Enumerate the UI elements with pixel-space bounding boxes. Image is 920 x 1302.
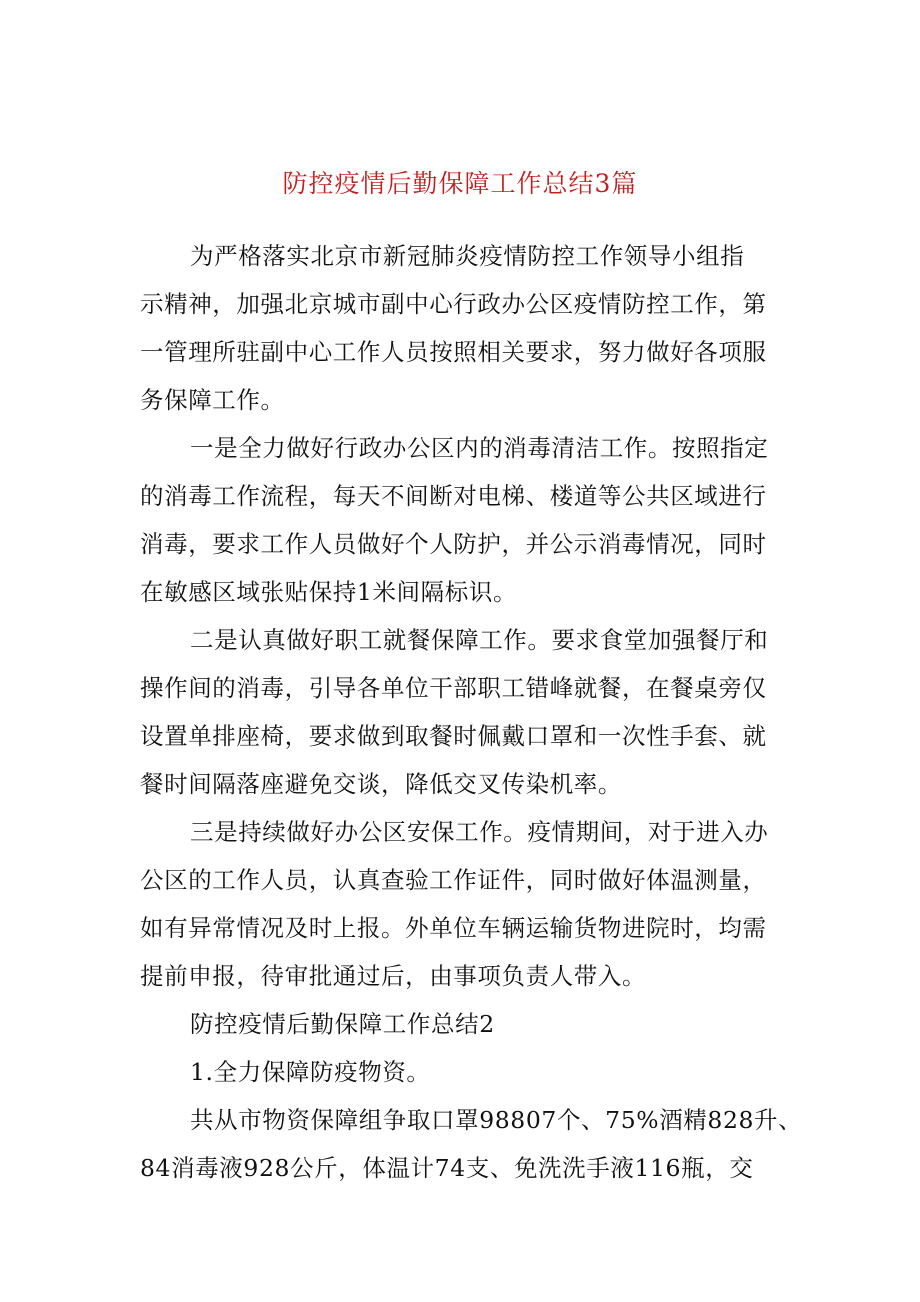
paragraph-line: 餐时间隔落座避免交谈，降低交叉传染机率。 <box>140 770 622 798</box>
paragraph-line: 一是全力做好行政办公区内的消毒清洁工作。按照指定 <box>190 434 769 462</box>
paragraph-line: 提前申报，待审批通过后，由事项负责人带入。 <box>140 962 647 990</box>
paragraph-line: 的消毒工作流程，每天不间断对电梯、楼道等公共区域进行 <box>140 482 767 510</box>
paragraph-line: 示精神，加强北京城市副中心行政办公区疫情防控工作，第 <box>140 290 767 318</box>
paragraph-line: 共从市物资保障组争取口罩98807个、75%酒精828升、 <box>190 1106 803 1134</box>
paragraph-line: 二是认真做好职工就餐保障工作。要求食堂加强餐厅和 <box>190 626 769 654</box>
paragraph-line: 公区的工作人员，认真查验工作证件，同时做好体温测量， <box>140 866 767 894</box>
paragraph-line: 如有异常情况及时上报。外单位车辆运输货物进院时，均需 <box>140 914 767 942</box>
paragraph-line: 在敏感区域张贴保持1米间隔标识。 <box>140 578 518 606</box>
paragraph-line: 设置单排座椅，要求做到取餐时佩戴口罩和一次性手套、就 <box>140 722 767 750</box>
paragraph-line: 为严格落实北京市新冠肺炎疫情防控工作领导小组指 <box>190 242 745 270</box>
paragraph-line: 操作间的消毒，引导各单位干部职工错峰就餐，在餐桌旁仅 <box>140 674 767 702</box>
paragraph-line: 三是持续做好办公区安保工作。疫情期间，对于进入办 <box>190 818 769 846</box>
paragraph-line: 消毒，要求工作人员做好个人防护，并公示消毒情况，同时 <box>140 530 767 558</box>
paragraph-line: 一管理所驻副中心工作人员按照相关要求，努力做好各项服 <box>140 338 767 366</box>
section-heading: 防控疫情后勤保障工作总结2 <box>190 1010 495 1038</box>
numbered-item: 1.全力保障防疫物资。 <box>190 1058 431 1086</box>
paragraph-line: 84消毒液928公斤，体温计74支、免洗洗手液116瓶，交 <box>140 1154 754 1182</box>
document-title: 防控疫情后勤保障工作总结3篇 <box>282 169 638 198</box>
paragraph-line: 务保障工作。 <box>140 386 285 414</box>
